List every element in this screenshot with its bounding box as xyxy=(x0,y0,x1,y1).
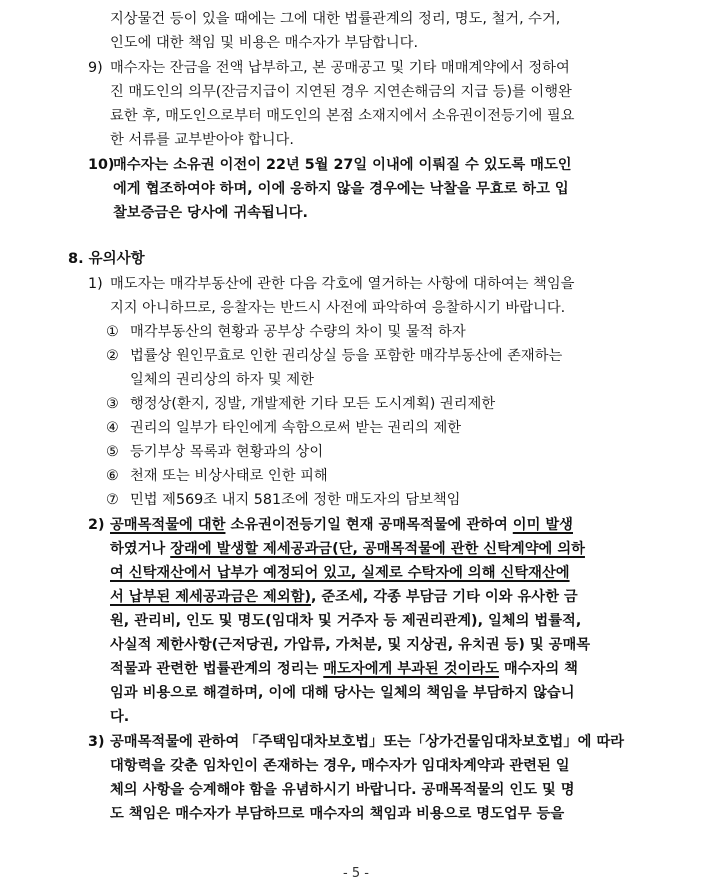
item10-number: 10) xyxy=(88,157,115,173)
underlined-phrase: 공매목적물에 대한 xyxy=(110,517,226,533)
notice3-number: 3) xyxy=(88,734,105,750)
notice2-line-5: 원, 관리비, 인도 및 명도(임대차 및 거주자 등 제권리관계), 일체의 법률적, xyxy=(110,613,582,629)
item10-line-2: 에게 협조하여야 하며, 이에 응하지 않을 경우에는 낙찰을 무효로 하고 입 xyxy=(113,181,569,197)
underlined-phrase: 매도자에게 부과된 것이라도 xyxy=(323,661,499,677)
notice3-line-4: 도 책임은 매수자가 부담하므로 매수자의 책임과 비용으로 명도업무 등을 xyxy=(110,806,565,822)
text-run: 적물과 관련한 법률관계의 정리는 xyxy=(110,661,324,677)
notice1-line-2: 지지 아니하므로, 응찰자는 반드시 사전에 파악하여 응찰하시기 바랍니다. xyxy=(110,300,566,316)
list-item-mark: ⑥ xyxy=(106,468,119,484)
notice2-line-7 xyxy=(110,657,578,681)
notice2-line-4 xyxy=(110,585,578,609)
notice2-line-9: 다. xyxy=(110,709,130,725)
list-item-text: 행정상(환지, 징발, 개발제한 기타 모든 도시계획) 권리제한 xyxy=(130,396,496,412)
page-number: - 5 - xyxy=(343,866,369,881)
item10-line-1: 매수자는 소유권 이전이 22년 5월 27일 이내에 이뤄질 수 있도록 매도인 xyxy=(113,157,572,173)
notice1-line-1: 매도자는 매각부동산에 관한 다음 각호에 열거하는 사항에 대하여는 책임을 xyxy=(110,276,575,292)
text-run: 매수자의 책 xyxy=(498,661,578,677)
item9-line-1: 매수자는 잔금을 전액 납부하고, 본 공매공고 및 기타 매매계약에서 정하여 xyxy=(110,60,570,76)
item9-line-3: 료한 후, 매도인으로부터 매도인의 본점 소재지에서 소유권이전등기에 필요 xyxy=(110,108,575,124)
notice2-line-3 xyxy=(110,561,570,585)
notice2-line-8: 임과 비용으로 해결하며, 이에 대해 당사는 일체의 책임을 부담하지 않습니 xyxy=(110,685,575,701)
item9-line-2: 진 매도인의 의무(잔금지급이 지연된 경우 지연손해금의 지급 등)를 이행완 xyxy=(110,84,572,100)
underlined-phrase: 서 납부된 제세공과금은 제외함) xyxy=(110,589,312,605)
list-item-text-continued: 일체의 권리상의 하자 및 제한 xyxy=(130,372,314,388)
notice2-line-1 xyxy=(110,513,573,537)
section-8-heading: 8. 유의사항 xyxy=(68,251,145,267)
item10-line-3: 찰보증금은 당사에 귀속됩니다. xyxy=(113,205,308,221)
list-item-text: 법률상 원인무효로 인한 권리상실 등을 포함한 매각부동산에 존재하는 xyxy=(130,348,563,364)
underlined-phrase: 장래에 발생할 제세공과금(단, 공매목적물에 관한 신탁계약에 의하 xyxy=(170,541,585,557)
list-item-mark: ④ xyxy=(106,420,119,436)
underlined-phrase: 여 신탁재산에서 납부가 예정되어 있고, 실제로 수탁자에 의해 신탁재산에 xyxy=(110,565,570,581)
list-item-mark: ② xyxy=(106,348,119,364)
list-item-mark: ⑦ xyxy=(106,492,119,508)
notice2-line-2 xyxy=(110,537,585,561)
item9-number: 9) xyxy=(88,60,103,76)
list-item-text: 등기부상 목록과 현황과의 상이 xyxy=(130,444,324,460)
list-item-text: 매각부동산의 현황과 공부상 수량의 차이 및 물적 하자 xyxy=(130,324,466,340)
notice3-line-1: 공매목적물에 관하여 「주택임대차보호법」또는「상가건물임대차보호법」에 따라 xyxy=(110,734,625,750)
list-item-mark: ③ xyxy=(106,396,119,412)
notice1-number: 1) xyxy=(88,276,103,292)
list-item-text: 권리의 일부가 타인에게 속함으로써 받는 권리의 제한 xyxy=(130,420,462,436)
item9-line-4: 한 서류를 교부받아야 합니다. xyxy=(110,132,294,148)
list-item-mark: ① xyxy=(106,324,119,340)
list-item-text: 천재 또는 비상사태로 인한 피해 xyxy=(130,468,328,484)
notice2-line-6: 사실적 제한사항(근저당권, 가압류, 가처분, 및 지상권, 유치권 등) 및 공매목 xyxy=(110,637,591,653)
text-run: 소유권이전등기일 현재 공매목적물에 관하여 xyxy=(225,517,513,533)
item9-continuation-line-2: 인도에 대한 책임 및 비용은 매수자가 부담합니다. xyxy=(110,35,419,51)
text-run: 하였거나 xyxy=(110,541,171,557)
list-item-mark: ⑤ xyxy=(106,444,119,460)
notice3-line-3: 체의 사항을 승계해야 함을 유념하시기 바랍니다. 공매목적물의 인도 및 명 xyxy=(110,782,575,798)
item9-continuation-line-1: 지상물건 등이 있을 때에는 그에 대한 법률관계의 정리, 명도, 철거, 수거, xyxy=(110,11,561,27)
list-item-text: 민법 제569조 내지 581조에 정한 매도자의 담보책임 xyxy=(130,492,461,508)
notice2-number: 2) xyxy=(88,517,105,533)
text-run: , 준조세, 각종 부담금 기타 이와 유사한 금 xyxy=(311,589,578,605)
notice3-line-2: 대항력을 갖춘 임차인이 존재하는 경우, 매수자가 임대차계약과 관련된 일 xyxy=(110,758,570,774)
underlined-phrase: 이미 발생 xyxy=(512,517,573,533)
